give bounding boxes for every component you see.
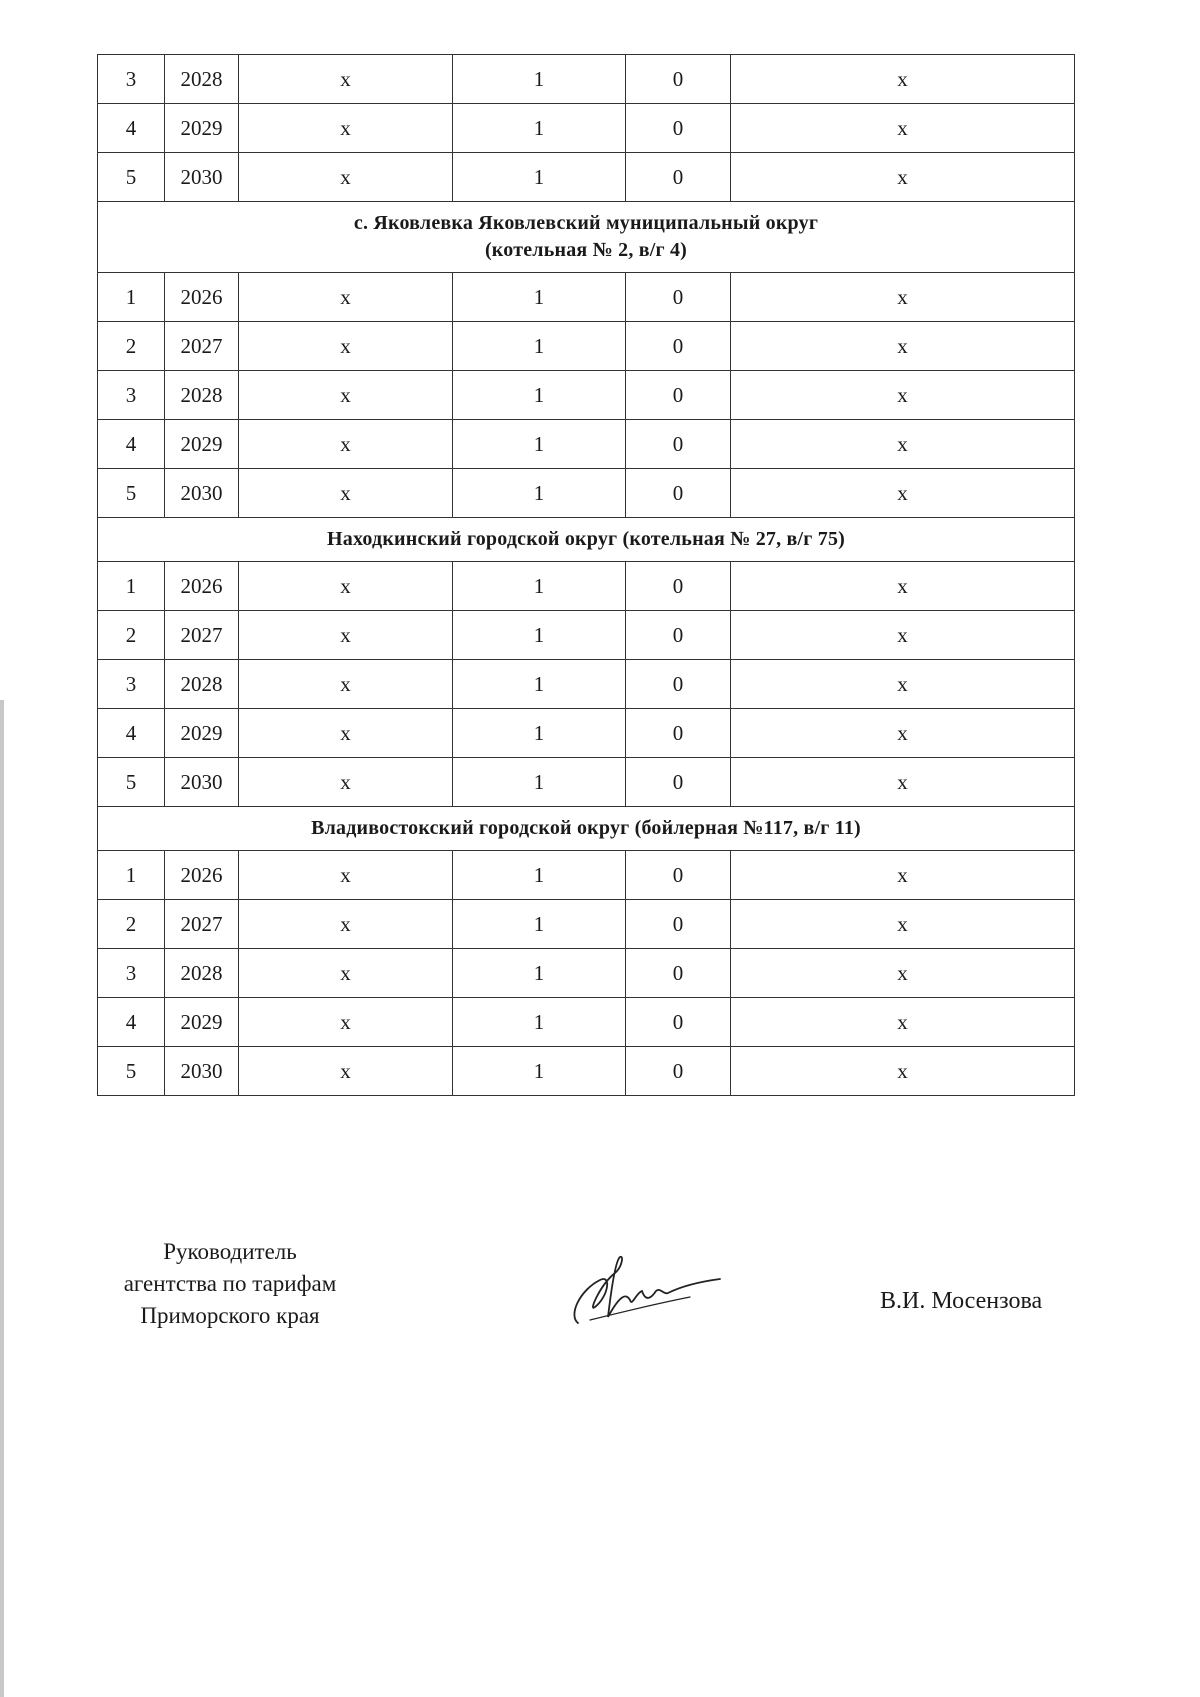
value-cell-4: 1 [453, 55, 626, 104]
year-cell: 2028 [165, 949, 239, 998]
value-cell-4: 1 [453, 562, 626, 611]
section-title [98, 518, 1075, 562]
value-cell-4: 1 [453, 153, 626, 202]
value-cell-4: 1 [453, 900, 626, 949]
section-header-row [98, 202, 1075, 273]
row-number-cell: 1 [98, 562, 165, 611]
value-cell-3: x [239, 322, 453, 371]
section-title [98, 202, 1075, 273]
year-cell: 2029 [165, 998, 239, 1047]
value-cell-4: 1 [453, 660, 626, 709]
table-row [98, 660, 1075, 709]
value-cell-3: x [239, 851, 453, 900]
value-cell-6: x [731, 900, 1075, 949]
section-title-line: (котельная № 2, в/г 4) [484, 239, 688, 261]
value-cell-6: x [731, 660, 1075, 709]
row-number-cell: 4 [98, 420, 165, 469]
value-cell-6: x [731, 420, 1075, 469]
value-cell-3: x [239, 709, 453, 758]
value-cell-5: 0 [626, 611, 731, 660]
section-title-line: с. Яковлевка Яковлевский муниципальный округ [353, 212, 819, 234]
row-number-cell: 5 [98, 758, 165, 807]
value-cell-4: 1 [453, 949, 626, 998]
row-number-cell: 4 [98, 104, 165, 153]
value-cell-4: 1 [453, 758, 626, 807]
year-cell: 2029 [165, 420, 239, 469]
value-cell-3: x [239, 1047, 453, 1096]
year-cell: 2027 [165, 900, 239, 949]
row-number-cell: 3 [98, 55, 165, 104]
value-cell-6: x [731, 153, 1075, 202]
value-cell-3: x [239, 611, 453, 660]
value-cell-3: x [239, 660, 453, 709]
value-cell-3: x [239, 758, 453, 807]
year-cell: 2030 [165, 153, 239, 202]
table-row [98, 153, 1075, 202]
value-cell-6: x [731, 998, 1075, 1047]
table-row [98, 104, 1075, 153]
section-title-line: Находкинский городской округ (котельная № 27, в/г 75) [326, 528, 846, 550]
row-number-cell: 2 [98, 900, 165, 949]
value-cell-5: 0 [626, 709, 731, 758]
value-cell-5: 0 [626, 562, 731, 611]
value-cell-3: x [239, 562, 453, 611]
value-cell-4: 1 [453, 611, 626, 660]
value-cell-4: 1 [453, 371, 626, 420]
value-cell-5: 0 [626, 1047, 731, 1096]
table-row [98, 709, 1075, 758]
value-cell-3: x [239, 104, 453, 153]
value-cell-5: 0 [626, 153, 731, 202]
value-cell-5: 0 [626, 998, 731, 1047]
row-number-cell: 3 [98, 371, 165, 420]
value-cell-6: x [731, 273, 1075, 322]
value-cell-4: 1 [453, 1047, 626, 1096]
value-cell-3: x [239, 153, 453, 202]
year-cell: 2028 [165, 55, 239, 104]
table-row [98, 851, 1075, 900]
row-number-cell: 3 [98, 949, 165, 998]
year-cell: 2030 [165, 469, 239, 518]
value-cell-6: x [731, 104, 1075, 153]
year-cell: 2029 [165, 104, 239, 153]
signatory-name: В.И. Мосензова [880, 1288, 1043, 1314]
value-cell-5: 0 [626, 660, 731, 709]
signatory-title-line: Приморского края [140, 1303, 320, 1328]
table-row [98, 949, 1075, 998]
row-number-cell: 4 [98, 998, 165, 1047]
year-cell: 2026 [165, 273, 239, 322]
signatory-title [70, 1236, 390, 1332]
value-cell-4: 1 [453, 104, 626, 153]
table-row [98, 371, 1075, 420]
value-cell-4: 1 [453, 420, 626, 469]
value-cell-4: 1 [453, 273, 626, 322]
value-cell-5: 0 [626, 851, 731, 900]
value-cell-3: x [239, 900, 453, 949]
signatory-title-line: агентства по тарифам [123, 1271, 337, 1296]
table-row [98, 611, 1075, 660]
value-cell-3: x [239, 420, 453, 469]
year-cell: 2030 [165, 758, 239, 807]
value-cell-4: 1 [453, 998, 626, 1047]
table-body [98, 55, 1075, 1096]
row-number-cell: 5 [98, 1047, 165, 1096]
value-cell-6: x [731, 1047, 1075, 1096]
year-cell: 2029 [165, 709, 239, 758]
value-cell-3: x [239, 273, 453, 322]
signatory-title-line: Руководитель [163, 1239, 297, 1264]
value-cell-6: x [731, 469, 1075, 518]
value-cell-6: x [731, 371, 1075, 420]
tariff-table [97, 54, 1075, 1096]
section-header-row [98, 807, 1075, 851]
value-cell-3: x [239, 949, 453, 998]
value-cell-5: 0 [626, 469, 731, 518]
value-cell-4: 1 [453, 469, 626, 518]
year-cell: 2027 [165, 611, 239, 660]
row-number-cell: 5 [98, 469, 165, 518]
year-cell: 2028 [165, 371, 239, 420]
row-number-cell: 2 [98, 611, 165, 660]
value-cell-5: 0 [626, 758, 731, 807]
year-cell: 2027 [165, 322, 239, 371]
value-cell-5: 0 [626, 420, 731, 469]
handwritten-signature [560, 1245, 730, 1345]
value-cell-3: x [239, 469, 453, 518]
table-row [98, 469, 1075, 518]
value-cell-6: x [731, 611, 1075, 660]
row-number-cell: 4 [98, 709, 165, 758]
value-cell-5: 0 [626, 104, 731, 153]
value-cell-6: x [731, 322, 1075, 371]
value-cell-6: x [731, 949, 1075, 998]
table-row [98, 273, 1075, 322]
year-cell: 2026 [165, 851, 239, 900]
value-cell-6: x [731, 851, 1075, 900]
table-row [98, 998, 1075, 1047]
section-title-line: Владивостокский городской округ (бойлерная №117, в/г 11) [311, 817, 861, 839]
row-number-cell: 2 [98, 322, 165, 371]
value-cell-4: 1 [453, 322, 626, 371]
row-number-cell: 3 [98, 660, 165, 709]
value-cell-5: 0 [626, 900, 731, 949]
table-row [98, 758, 1075, 807]
year-cell: 2026 [165, 562, 239, 611]
section-header-row [98, 518, 1075, 562]
row-number-cell: 5 [98, 153, 165, 202]
year-cell: 2030 [165, 1047, 239, 1096]
row-number-cell: 1 [98, 273, 165, 322]
value-cell-6: x [731, 758, 1075, 807]
row-number-cell: 1 [98, 851, 165, 900]
value-cell-3: x [239, 371, 453, 420]
table-row [98, 1047, 1075, 1096]
value-cell-6: x [731, 55, 1075, 104]
value-cell-3: x [239, 55, 453, 104]
year-cell: 2028 [165, 660, 239, 709]
value-cell-5: 0 [626, 322, 731, 371]
table-row [98, 322, 1075, 371]
value-cell-5: 0 [626, 371, 731, 420]
table-row [98, 55, 1075, 104]
value-cell-5: 0 [626, 55, 731, 104]
scan-edge-shadow [0, 700, 4, 1697]
value-cell-5: 0 [626, 273, 731, 322]
value-cell-4: 1 [453, 851, 626, 900]
section-title [98, 807, 1075, 851]
value-cell-4: 1 [453, 709, 626, 758]
value-cell-6: x [731, 709, 1075, 758]
table-row [98, 420, 1075, 469]
table-row [98, 900, 1075, 949]
value-cell-5: 0 [626, 949, 731, 998]
value-cell-3: x [239, 998, 453, 1047]
value-cell-6: x [731, 562, 1075, 611]
table-row [98, 562, 1075, 611]
